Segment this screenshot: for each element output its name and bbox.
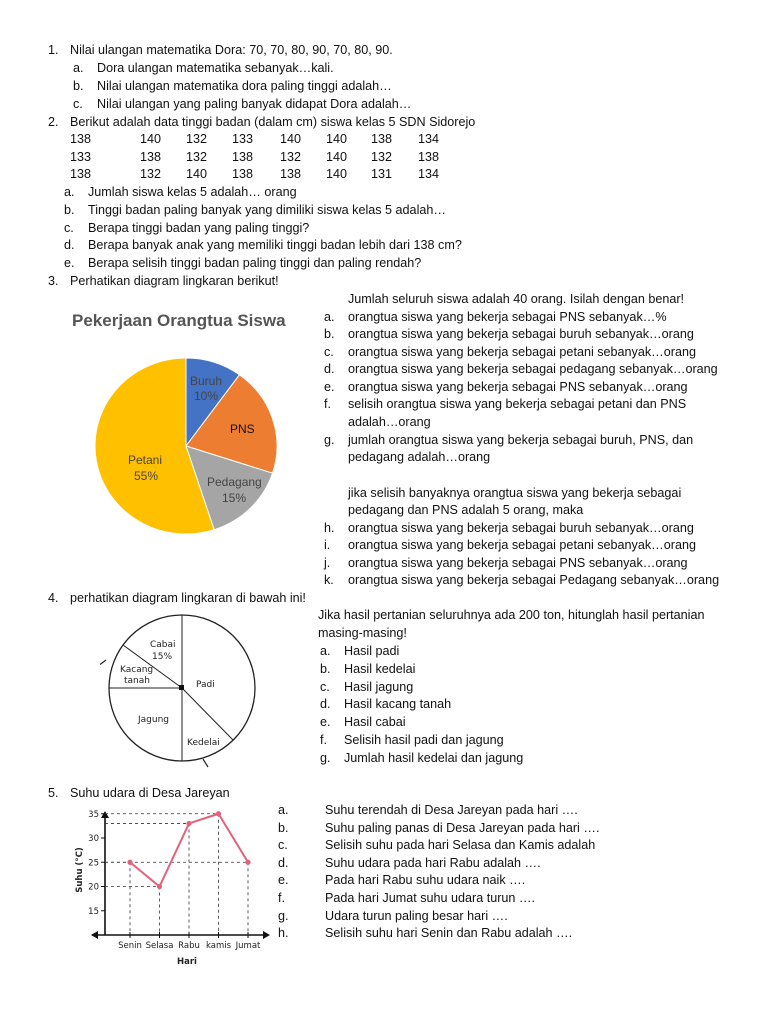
item-letter: d. [278,856,289,870]
item-text: Tinggi badan paling banyak yang dimiliki siswa kelas 5 adalah… [88,203,446,217]
item-letter: e. [64,256,75,270]
table-cell: 138 [232,167,254,181]
question-number: 4. [48,591,59,605]
item-letter: g. [320,751,331,765]
y-tick-label: 35 [88,809,99,820]
q3-mid-text: jika selisih banyaknya orangtua siswa yang bekerja sebagai [348,486,682,500]
item-letter: c. [64,221,74,235]
agriculture-pie-diagram [100,612,270,772]
label-kedelai: Kedelai [187,738,220,748]
table-cell: 138 [232,150,254,164]
item-letter: k. [324,573,334,587]
item-letter: h. [278,926,289,940]
pie-divider [182,688,233,740]
item-letter: d. [64,238,75,252]
item-text: orangtua siswa yang bekerja sebagai petani sebanyak…orang [348,345,696,359]
pie-label-petani-pct: 55% [134,469,159,483]
item-letter: b. [73,79,84,93]
item-text: Berapa tinggi badan yang paling tinggi? [88,221,310,235]
item-text: Selisih hasil padi dan jagung [344,733,504,747]
question-number: 3. [48,274,59,288]
question-text: Nilai ulangan matematika Dora: 70, 70, 80, 90, 70, 80, 90. [70,43,393,57]
item-text: jumlah orangtua siswa yang bekerja sebagai buruh, PNS, dan [348,433,694,447]
item-text: Suhu paling panas di Desa Jareyan pada hari …. [325,821,600,835]
item-text: Nilai ulangan matematika dora paling tinggi adalah… [97,79,392,93]
item-letter: h. [324,521,335,535]
item-letter: d. [320,697,331,711]
table-cell: 138 [70,132,92,146]
y-tick-label: 30 [88,834,99,844]
y-axis-label: Suhu (°C) [75,847,85,893]
item-text: Selisih suhu hari Senin dan Rabu adalah …. [325,926,573,940]
item-text: Hasil jagung [344,680,414,694]
q3-mid-text: pedagang dan PNS adalah 5 orang, maka [348,503,584,517]
x-axis-left-arrow-icon [91,931,98,939]
table-cell: 140 [280,132,302,146]
item-letter: a. [320,644,331,658]
item-text-continued: adalah…orang [348,415,431,429]
item-text: orangtua siswa yang bekerja sebagai Pedagang sebanyak…orang [348,573,720,587]
item-text: orangtua siswa yang bekerja sebagai PNS sebanyak…orang [348,556,688,570]
x-tick-label: Rabu [178,941,200,951]
item-letter: g. [324,433,335,447]
x-tick-label: Jumat [235,941,261,951]
item-letter: c. [278,838,288,852]
item-letter: c. [324,345,334,359]
table-cell: 134 [418,132,440,146]
item-letter: e. [278,873,289,887]
pie-label-pedagang: Pedagang [207,475,262,489]
x-tick-label: Selasa [145,941,174,951]
item-text: Hasil padi [344,644,400,658]
item-text: Suhu terendah di Desa Jareyan pada hari …. [325,803,578,817]
pie-label-buruh-pct: 10% [194,389,219,403]
item-text: orangtua siswa yang bekerja sebagai petani sebanyak…orang [348,538,696,552]
label-kacang: Kacang [120,665,154,675]
table-cell: 132 [140,167,162,181]
x-tick-label: Senin [118,941,142,951]
label-tanah: tanah [124,676,150,686]
item-text-continued: pedagang adalah…orang [348,450,491,464]
question-number: 1. [48,43,59,57]
item-letter: b. [324,327,335,341]
item-text: Dora ulangan matematika sebanyak…kali. [97,61,334,75]
table-cell: 138 [140,150,162,164]
table-cell: 140 [140,132,162,146]
item-letter: c. [73,97,83,111]
pie-label-pns: PNS [230,422,255,436]
item-letter: i. [324,538,331,552]
item-letter: e. [320,715,331,729]
x-tick-label: kamis [205,941,232,951]
y-axis-arrow-icon [101,811,109,818]
item-text: Berapa banyak anak yang memiliki tinggi badan lebih dari 138 cm? [88,238,462,252]
item-text: Pada hari Jumat suhu udara turun …. [325,891,536,905]
question-text: perhatikan diagram lingkaran di bawah ini! [70,591,306,605]
table-cell: 132 [186,150,208,164]
item-text: Hasil cabai [344,715,406,729]
item-text: Suhu udara pada hari Rabu adalah …. [325,856,541,870]
tick-mark [203,759,208,767]
label-cabai-pct: 15% [152,652,173,662]
item-text: Pada hari Rabu suhu udara naik …. [325,873,526,887]
pie-label-buruh: Buruh [190,374,223,388]
table-cell: 140 [326,150,348,164]
item-text: Selisih suhu pada hari Selasa dan Kamis adalah [325,838,596,852]
item-letter: a. [278,803,289,817]
table-cell: 138 [371,132,393,146]
item-text: Berapa selisih tinggi badan paling tinggi dan paling rendah? [88,256,422,270]
y-tick-label: 15 [88,906,99,917]
chart-title: Pekerjaan Orangtua Siswa [72,311,286,330]
item-text: orangtua siswa yang bekerja sebagai pedagang sebanyak…orang [348,362,718,376]
temperature-line-chart [70,808,270,968]
item-letter: b. [64,203,75,217]
table-cell: 132 [280,150,302,164]
question-number: 5. [48,786,59,800]
question-text: Berikut adalah data tinggi badan (dalam cm) siswa kelas 5 SDN Sidorejo [70,115,476,129]
label-cabai: Cabai [150,640,176,650]
question-text: Perhatikan diagram lingkaran berikut! [70,274,279,288]
table-cell: 138 [280,167,302,181]
question-text: Suhu udara di Desa Jareyan [70,786,230,800]
item-text: Nilai ulangan yang paling banyak didapat Dora adalah… [97,97,412,111]
center-marker [179,685,184,690]
item-letter: a. [324,310,335,324]
table-cell: 132 [186,132,208,146]
table-cell: 138 [418,150,440,164]
item-text: Hasil kacang tanah [344,697,452,711]
q4-intro: Jika hasil pertanian seluruhnya ada 200 ton, hitunglah hasil pertanian [318,608,705,622]
pie-label-petani: Petani [128,453,163,467]
data-point [245,860,250,865]
table-cell: 134 [418,167,440,181]
item-text: Jumlah hasil kedelai dan jagung [344,751,524,765]
item-text: orangtua siswa yang bekerja sebagai buruh sebanyak…orang [348,521,694,535]
item-text: selisih orangtua siswa yang bekerja sebagai petani dan PNS [348,397,687,411]
table-cell: 133 [232,132,254,146]
item-letter: a. [64,185,75,199]
x-axis-label: Hari [177,957,197,967]
table-cell: 140 [186,167,208,181]
tick-mark [100,660,106,666]
table-cell: 140 [326,167,348,181]
item-text: orangtua siswa yang bekerja sebagai PNS sebanyak…% [348,310,667,324]
item-letter: b. [320,662,331,676]
item-letter: e. [324,380,335,394]
question-number: 2. [48,115,59,129]
item-text: orangtua siswa yang bekerja sebagai buruh sebanyak…orang [348,327,694,341]
item-letter: b. [278,821,289,835]
table-cell: 132 [371,150,393,164]
pie-chart [62,300,312,540]
y-tick-label: 25 [88,858,99,869]
item-letter: j. [324,556,331,570]
data-point [127,860,132,865]
item-letter: g. [278,909,289,923]
data-point [186,821,191,826]
item-letter: c. [320,680,330,694]
data-point [216,811,221,816]
label-jagung: Jagung [138,715,170,725]
table-cell: 138 [70,167,92,181]
table-cell: 140 [326,132,348,146]
data-point [157,884,162,889]
q4-intro: masing-masing! [318,626,407,640]
item-text: Jumlah siswa kelas 5 adalah… orang [88,185,297,199]
table-cell: 133 [70,150,92,164]
table-cell: 131 [371,167,393,181]
item-letter: d. [324,362,335,376]
item-text: Hasil kedelai [344,662,416,676]
q3-intro: Jumlah seluruh siswa adalah 40 orang. Isilah dengan benar! [348,292,685,306]
item-letter: f. [278,891,285,905]
item-text: orangtua siswa yang bekerja sebagai PNS sebanyak…orang [348,380,688,394]
item-letter: f. [320,733,327,747]
pie-label-pedagang-pct: 15% [222,491,247,505]
x-axis-arrow-icon [263,931,270,939]
item-letter: a. [73,61,84,75]
item-text: Udara turun paling besar hari …. [325,909,508,923]
label-padi: Padi [196,680,215,690]
item-letter: f. [324,397,331,411]
y-tick-label: 20 [88,882,99,893]
